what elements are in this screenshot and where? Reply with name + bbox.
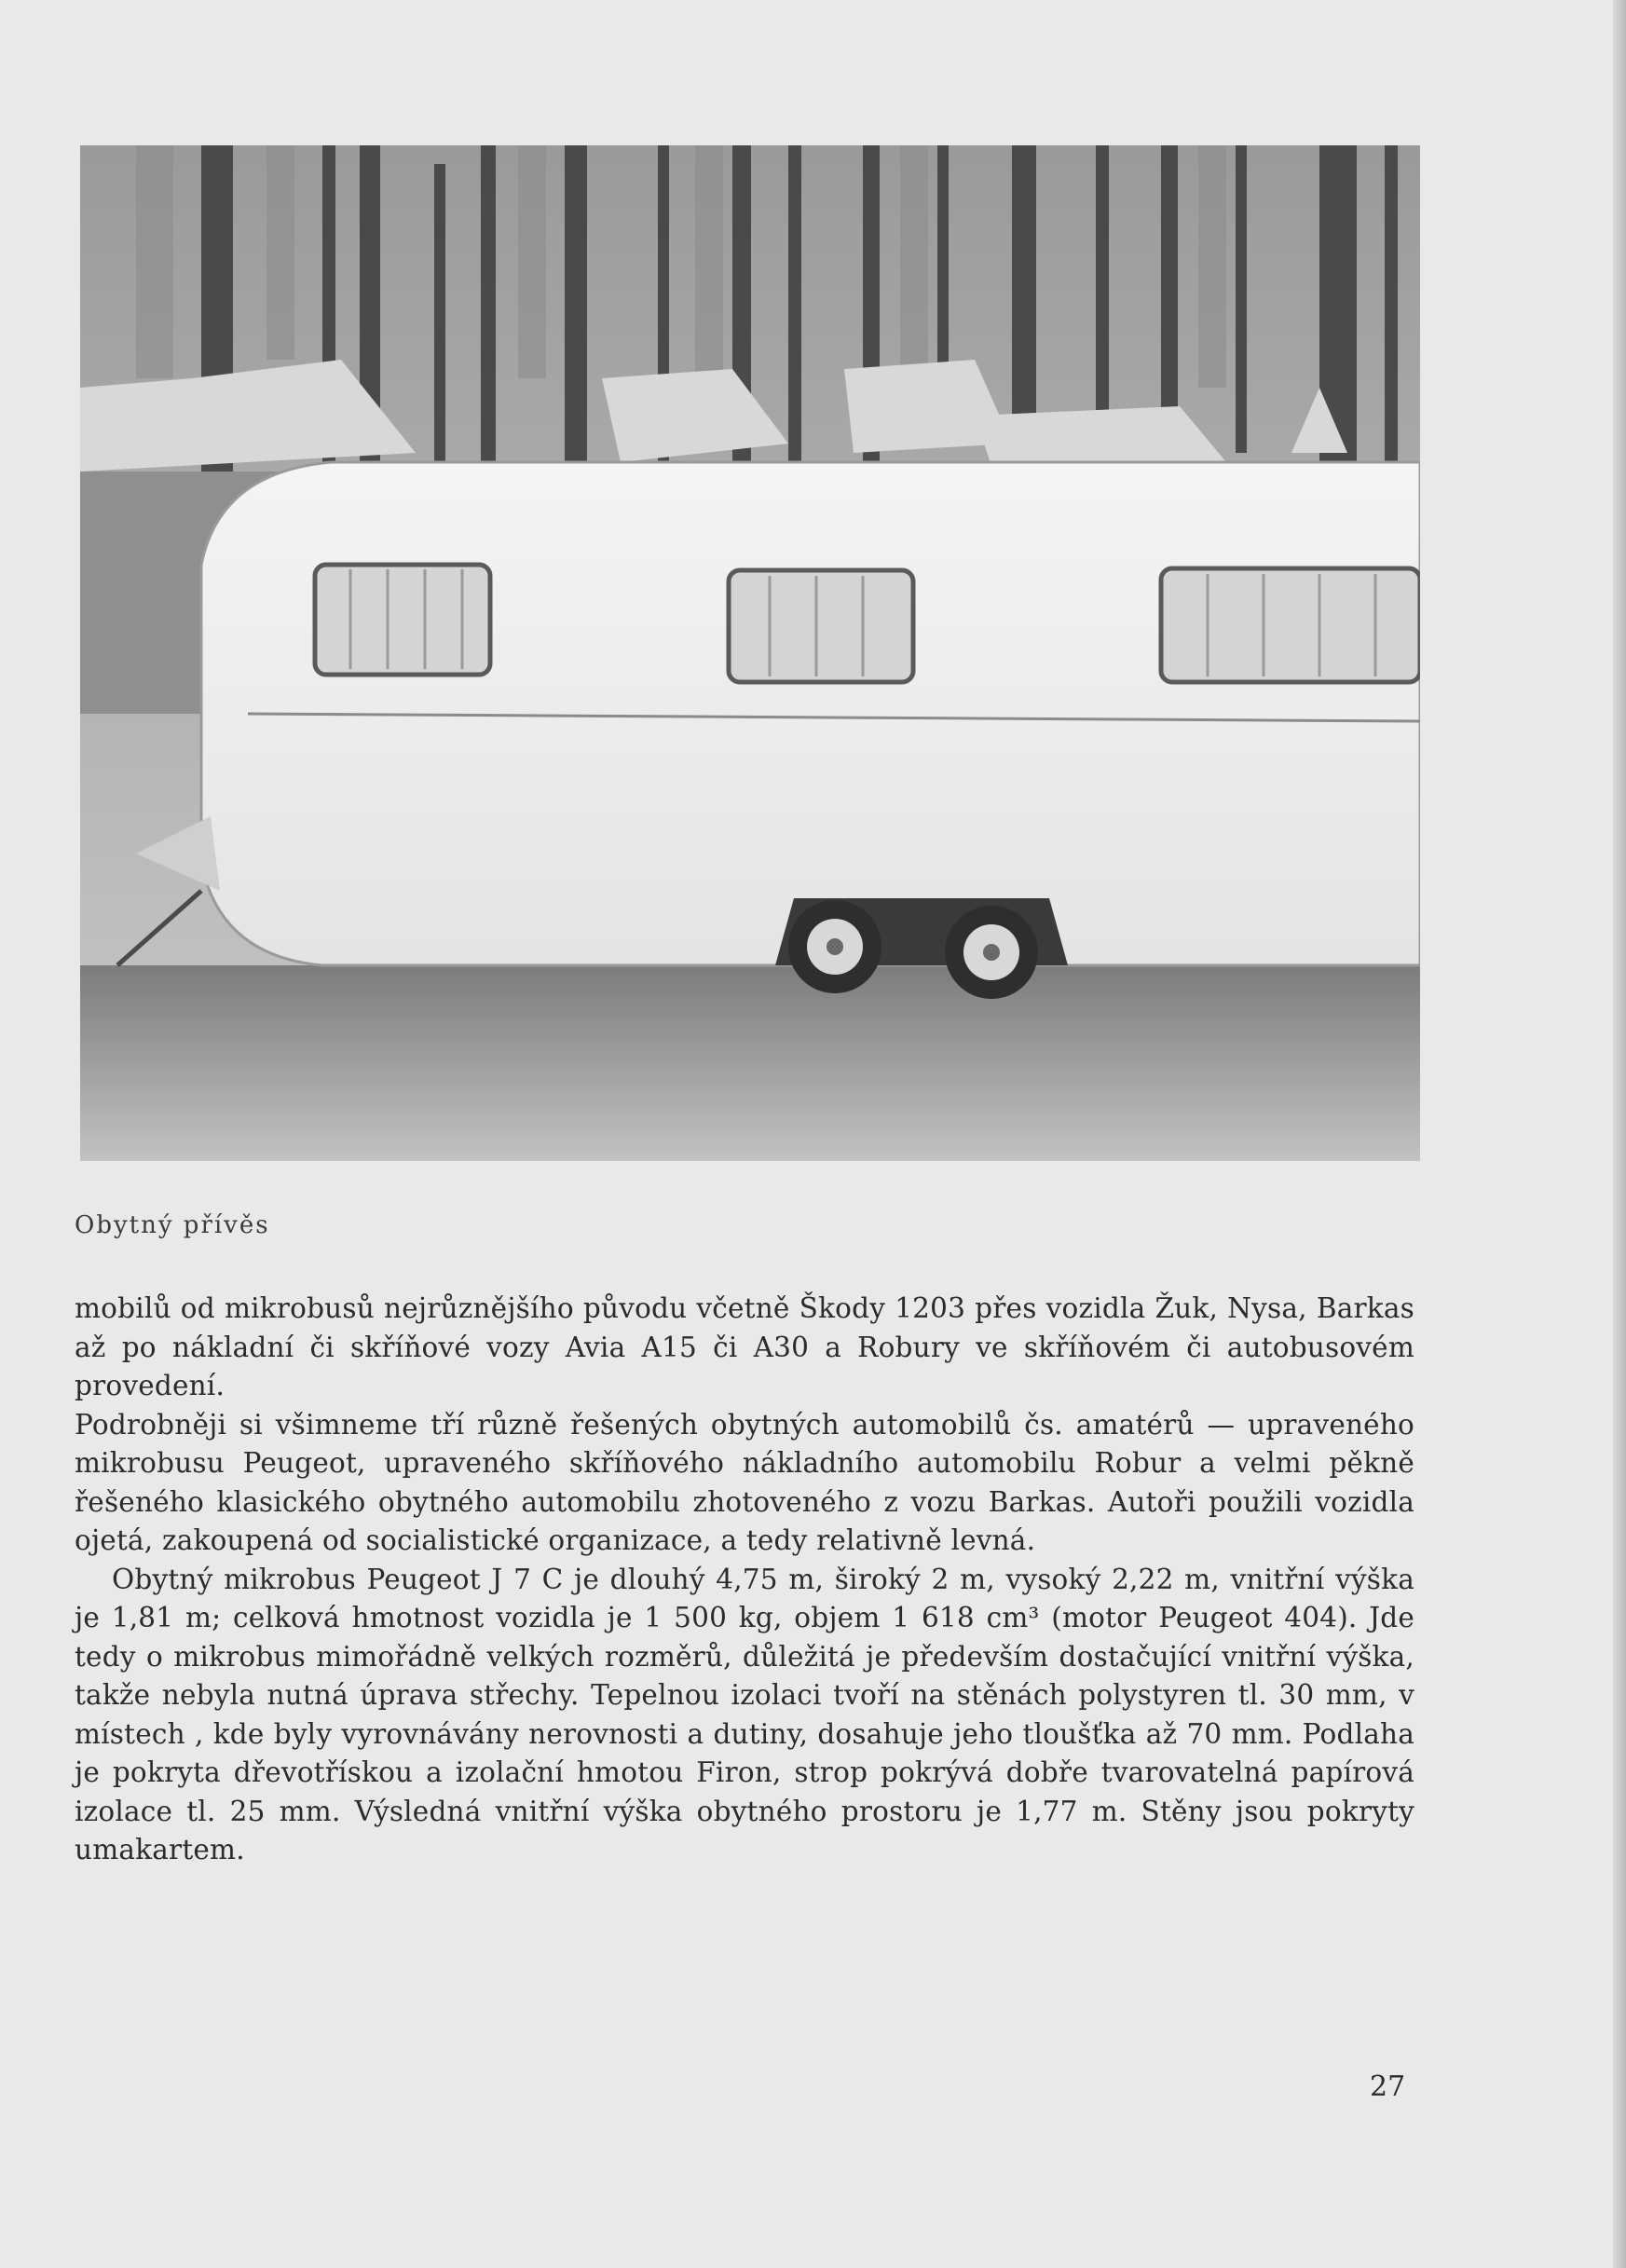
page-edge bbox=[1613, 0, 1626, 2268]
paragraph: Obytný mikrobus Peugeot J 7 C je dlouhý 4,75 m, široký 2 m, vysoký 2,22 m, vnitřní výška je 1,81 m; celková hmotnost vozidla je 1 500 kg, objem 1 618 cm³ (motor Peugeot 404). Jde tedy o mikrobus mimořádně velkých rozměrů, důležitá je především dostačující vnitřní výška, takže nebyla nutná úprava střechy. Tepelnou izolaci tvoří na stěnách polystyren tl. 30 mm, v místech , kde byly vyrovnávány nerovnosti a dutiny, dosahuje jeho tloušťka až 70 mm. Podlaha je pokryta dřevotřískou a izolační hmotou Firon, strop pokrývá dobře tvarovatelná papírová izolace tl. 25 mm. Výsledná vnitřní výška obytného prostoru je 1,77 m. Stěny jsou pokryty umakartem. bbox=[75, 1563, 1414, 1865]
body-text bbox=[75, 1290, 1414, 1870]
paragraph: mobilů od mikrobusů nejrůznějšího původu včetně Škody 1203 přes vozidla Žuk, Nysa, Barkas až po nákladní či skříňové vozy Avia A15 či A30 a Robury ve skříňovém či autobusovém provedení. bbox=[75, 1292, 1414, 1401]
page-number: 27 bbox=[1370, 2070, 1406, 2103]
caravan-photo bbox=[80, 145, 1420, 1161]
figure-caption: Obytný přívěs bbox=[75, 1211, 270, 1239]
paragraph: Podrobněji si všimneme tří různě řešených obytných automobilů čs. amatérů — upraveného mikrobusu Peugeot, upraveného skříňového nákladního automobilu Robur a velmi pěkně řešeného klasického obytného automobilu zhotoveného z vozu Barkas. Autoři použili vozidla ojetá, zakoupená od socialistické organizace, a tedy relativně levná. bbox=[75, 1408, 1414, 1556]
